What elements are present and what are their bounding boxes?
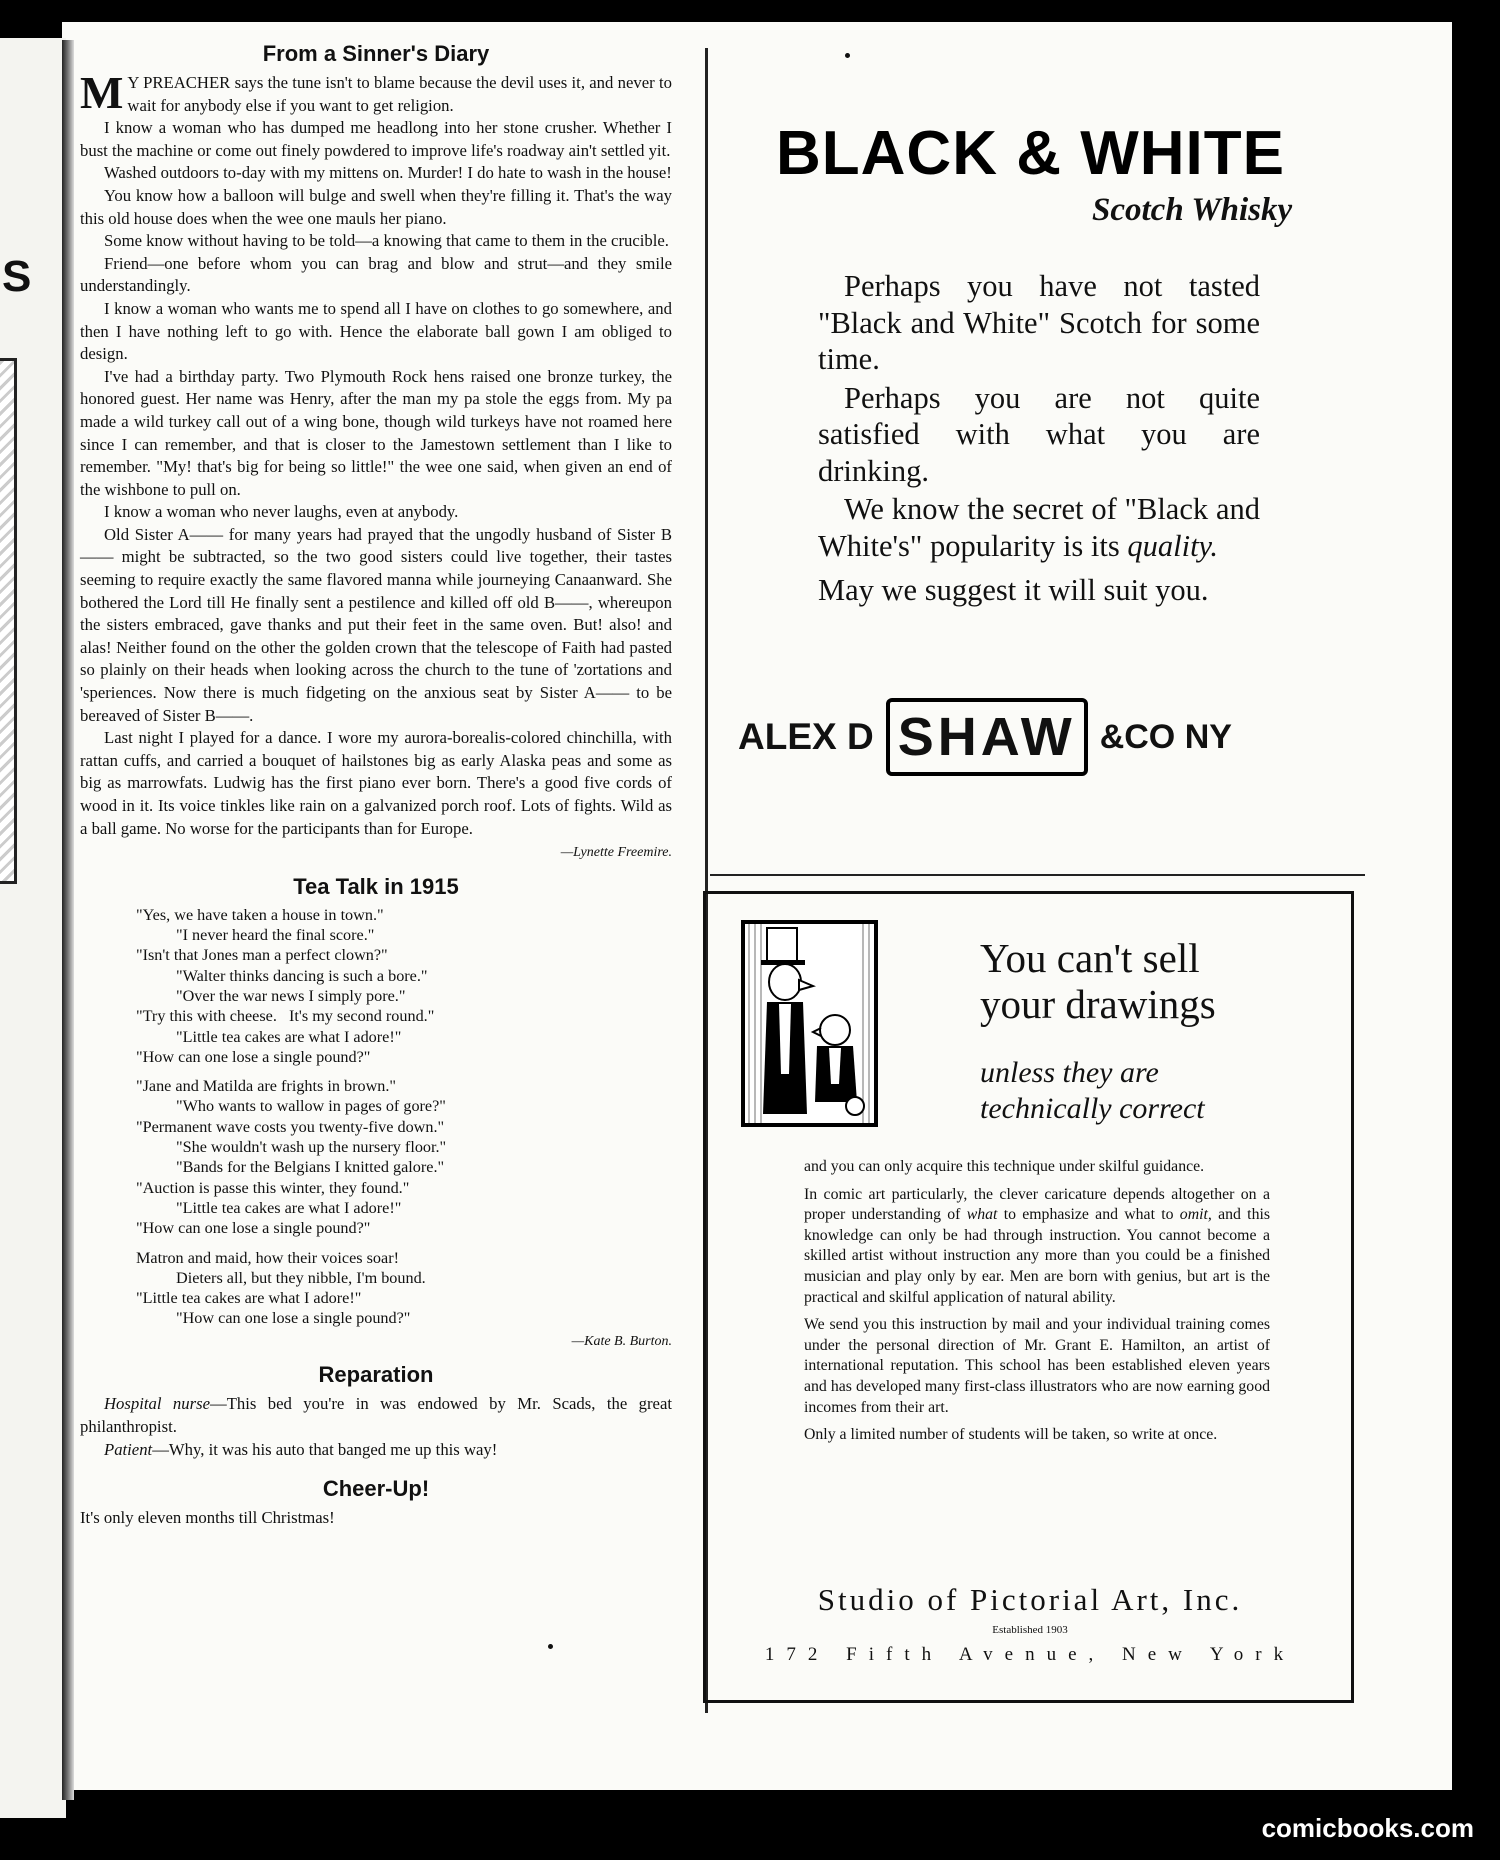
art-paragraph: Only a limited number of students will be taken, so write at once. xyxy=(804,1426,1218,1444)
whisky-paragraph: We know the secret of "Black and White's" popularity is its quality. xyxy=(818,492,1260,563)
cheer-up-text: It's only eleven months till Christmas! xyxy=(80,1508,335,1528)
poem-line: "Bands for the Belgians I knitted galore." xyxy=(176,1158,445,1177)
facing-page-fragment: S xyxy=(2,252,32,301)
diary-paragraph: Some know without having to be told—a knowing that came to them in the crucible. xyxy=(104,231,669,251)
poem-line: Dieters all, but they nibble, I'm bound. xyxy=(176,1268,426,1287)
facing-page-edge xyxy=(0,38,66,1818)
reparation-line: Patient—Why, it was his auto that banged me up this way! xyxy=(104,1439,498,1459)
whisky-body xyxy=(818,268,1260,611)
sinners-diary-title: From a Sinner's Diary xyxy=(262,41,490,66)
subheadline-line: unless they are xyxy=(980,1056,1159,1089)
poem-line: "Little tea cakes are what I adore!" xyxy=(176,1027,402,1046)
whisky-brand: BLACK & WHITE xyxy=(776,119,1285,188)
poem-line: "Walter thinks dancing is such a bore." xyxy=(176,966,428,985)
poem-line: "Who wants to wallow in pages of gore?" xyxy=(176,1097,446,1116)
maker-left: ALEX D xyxy=(738,716,874,757)
poem-line: "How can one lose a single pound?" xyxy=(136,1047,371,1066)
whisky-paragraph: May we suggest it will suit you. xyxy=(818,573,1209,607)
poem-line: "Auction is passe this winter, they found." xyxy=(136,1178,410,1197)
poem-line: "Over the war news I simply pore." xyxy=(176,986,406,1005)
diary-paragraph: I've had a birthday party. Two Plymouth Rock hens raised one bronze turkey, the honored guest. Her name was Henry, after the man my pa stole the eggs from. My pa made a wild turkey call out of a wing bone, though wild turkeys have not roamed here since I can remember, and that is closer to the Jamestown settlement than I like to remember. "My! that's big for being so little!" the wee one said, when given an end of the wishbone to pull on. xyxy=(80,366,672,499)
art-paragraph: We send you this instruction by mail and your individual training comes under the personal direction of Mr. Grant E. Hamilton, an artist of international reputation. This school has been established eleven years and has developed many first-class illustrators who are now earning good incomes from their art. xyxy=(804,1316,1270,1416)
cheer-up-title: Cheer-Up! xyxy=(322,1476,430,1502)
headline-line: You can't sell xyxy=(980,935,1200,981)
shaw-logo: SHAW xyxy=(886,698,1088,776)
poem-line: "Little tea cakes are what I adore!" xyxy=(136,1289,362,1308)
diary-paragraph: I know a woman who wants me to spend all I have on clothes to go somewhere, and then I have nothing left to go with. Hence the elaborate ball gown I am obliged to design. xyxy=(80,298,672,364)
subheadline-line: technically correct xyxy=(980,1092,1205,1125)
poem-line: "How can one lose a single pound?" xyxy=(176,1309,411,1328)
reparation-line: Hospital nurse—This bed you're in was endowed by Mr. Scads, the great philanthropist. xyxy=(80,1394,673,1436)
reparation-body xyxy=(80,1393,672,1461)
stanza-break xyxy=(136,1067,672,1076)
caricature-drawing xyxy=(745,924,874,1123)
poem-line: "She wouldn't wash up the nursery floor." xyxy=(176,1138,447,1157)
headline-line: your drawings xyxy=(980,981,1216,1027)
diary-paragraph: Friend—one before whom you can brag and blow and strut—and they smile understandingly. xyxy=(80,253,672,296)
maker-right: &CO NY xyxy=(1099,717,1232,756)
print-speck xyxy=(845,53,850,58)
facing-page-illustration-edge xyxy=(0,358,17,884)
art-paragraph: In comic art particularly, the clever caricature depends altogether on a proper understanding of what to emphasize and what to omit, and this knowledge can only be had through instruction. You cannot become a skilled artist without instruction any more than you could be a finished musician and play only by ear. Men are born with genius, but art is the practical and skilful application of natural ability. xyxy=(804,1185,1271,1306)
sinners-diary-body xyxy=(80,67,672,840)
stanza-break xyxy=(136,1239,672,1248)
ad-separator xyxy=(710,874,1365,876)
tea-talk-poem xyxy=(136,905,672,1329)
poem-line: "Try this with cheese. It's my second round." xyxy=(136,1007,435,1026)
left-column xyxy=(80,40,672,1530)
diary-paragraph: Washed outdoors to-day with my mittens on. Murder! I do hate to wash in the house! xyxy=(104,163,672,183)
poem-line: "Yes, we have taken a house in town." xyxy=(136,905,384,924)
art-headline xyxy=(980,935,1216,1027)
poem-line: "How can one lose a single pound?" xyxy=(136,1219,371,1238)
poem-line: "Little tea cakes are what I adore!" xyxy=(176,1198,402,1217)
book-gutter xyxy=(62,40,74,1800)
whisky-maker xyxy=(738,698,1232,776)
poem-line: "I never heard the final score." xyxy=(176,926,375,945)
diary-signature: —Lynette Freemire. xyxy=(560,845,672,861)
poem-line: "Jane and Matilda are frights in brown." xyxy=(136,1077,397,1096)
poem-line: "Permanent wave costs you twenty-five down." xyxy=(136,1117,445,1136)
art-body xyxy=(804,1157,1270,1453)
studio-established: Established 1903 xyxy=(992,1624,1068,1636)
diary-paragraph: Last night I played for a dance. I wore my aurora-borealis-colored chinchilla, with rattan cuffs, and carried a bouquet of hailstones big as early Alaska peas and some as big as marrowfats. Ludwig has the first piano ever born. There's a good five cords of wood in it. Its voice tinkles like rain on a galvanized porch roof. Lots of fights. Wild as a ball game. No worse for the participants than for Europe. xyxy=(80,728,672,838)
poem-line: Matron and maid, how their voices soar! xyxy=(136,1248,399,1267)
whisky-paragraph: Perhaps you have not tasted "Black and White" Scotch for some time. xyxy=(818,269,1260,376)
tea-talk-title: Tea Talk in 1915 xyxy=(293,873,459,899)
diary-paragraph: You know how a balloon will bulge and swell when they're filling it. That's the way this old house does when the wee one mauls her piano. xyxy=(80,185,672,228)
diary-paragraph: I know a woman who never laughs, even at anybody. xyxy=(104,502,459,522)
watermark: comicbooks.com xyxy=(1261,1813,1474,1843)
diary-paragraph: Old Sister A—— for many years had prayed that the ungodly husband of Sister B—— might be subtracted, so the two good sisters could live together, their tastes seeming to require exactly the same flavored manna while journeying Canaanward. She bothered the Lord till He finally sent a pestilence and killed off old B——, whereupon the sisters embraced, gave thanks and put their feet in the same oven. But! also! and alas! Neither found on the other the golden crown that the telescope of Faith had pasted so plainly on their heads when looking across the church to the tune of 'zortations and 'speriences. Now there is much fidgeting on the anxious seat by Sister A—— to be bereaved of Sister B——. xyxy=(80,524,672,725)
poem-line: "Isn't that Jones man a perfect clown?" xyxy=(136,946,388,965)
art-paragraph: and you can only acquire this technique under skilful guidance. xyxy=(804,1158,1205,1175)
diary-paragraph: I know a woman who has dumped me headlong into her stone crusher. Whether I bust the machine or come out finely powdered to improve life's roadway ain't settled yit. xyxy=(80,118,672,160)
studio-name: Studio of Pictorial Art, Inc. xyxy=(817,1582,1243,1617)
diary-paragraph: M Y PREACHER says the tune isn't to blame because the devil uses it, and never to wait for anybody else if you want to get religion. xyxy=(80,67,672,118)
reparation-title: Reparation xyxy=(318,1362,434,1388)
caricature-illustration xyxy=(741,920,878,1127)
whisky-paragraph: Perhaps you are not quite satisfied with what you are drinking. xyxy=(818,380,1260,488)
studio-address: 172 Fifth Avenue, New York xyxy=(764,1644,1296,1665)
print-speck xyxy=(548,1644,553,1649)
whisky-subtitle: Scotch Whisky xyxy=(1092,192,1293,228)
drop-cap: M xyxy=(80,67,124,118)
art-subheadline xyxy=(980,1055,1205,1127)
tea-talk-signature: —Kate B. Burton. xyxy=(571,1333,672,1349)
